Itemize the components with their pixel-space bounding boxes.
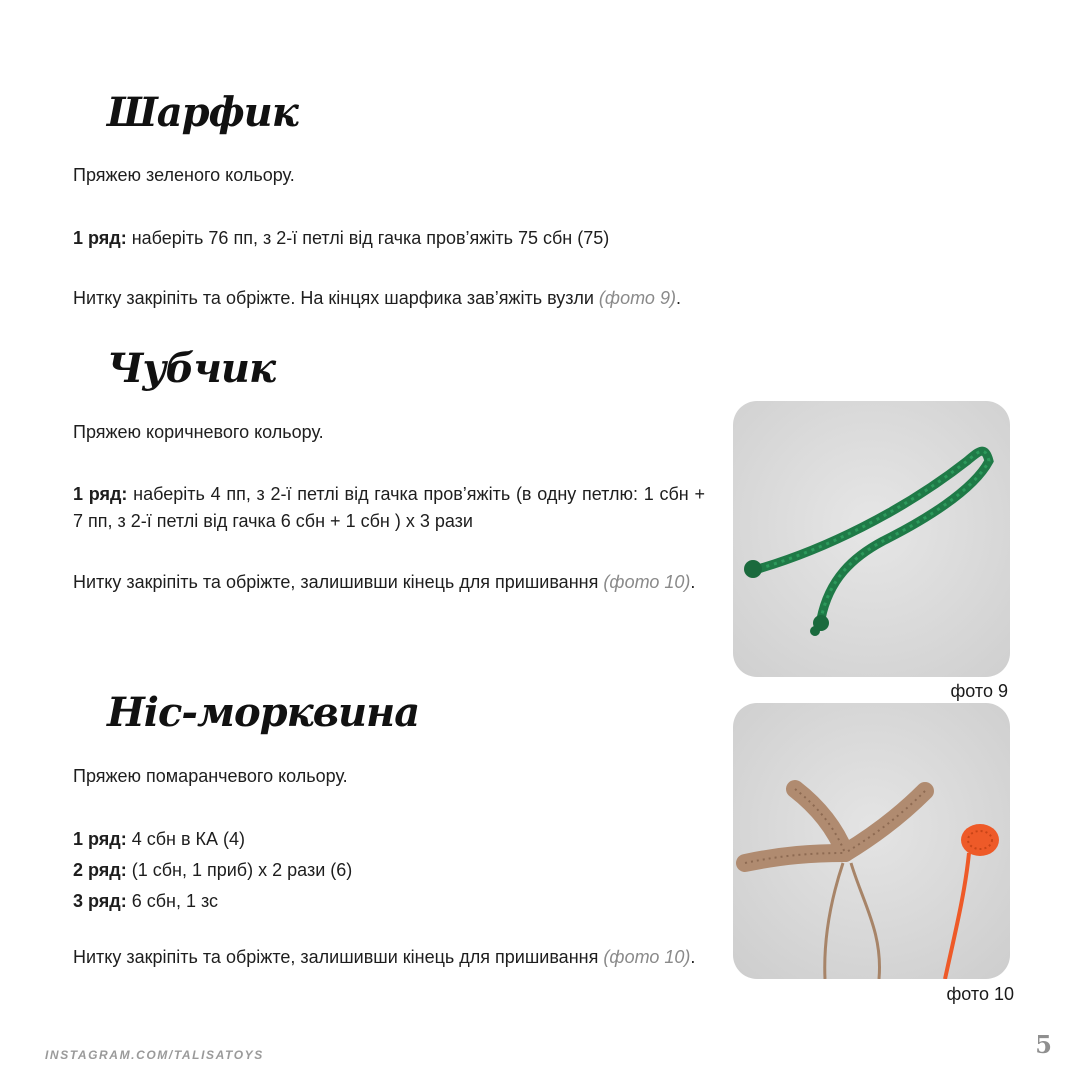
row-text: наберіть 4 пп, з 2-ї петлі від гачка пров’яжіть (в одну петлю: 1 сбн + 7 пп, з 2-ї петлі від гачка 6 сбн + 1 сбн ) х 3 рази: [73, 484, 705, 531]
row-label: 1 ряд:: [73, 484, 128, 504]
section-title-scarf: Шарфик: [107, 89, 298, 136]
nose-row-2: [73, 855, 352, 886]
section-title-nose: Ніс-морквина: [107, 689, 420, 736]
row-label: 1 ряд:: [73, 228, 127, 248]
photo-10-forelock-nose: [733, 703, 1010, 979]
scarf-illustration: [733, 401, 1010, 677]
knot-left: [744, 560, 762, 578]
photo-reference: (фото 9): [598, 288, 676, 308]
nose-row-3: [73, 886, 352, 917]
photo-reference: (фото 10): [603, 947, 691, 967]
row-text: 4 сбн в КА (4): [131, 829, 246, 849]
photo-9-caption: фото 9: [950, 681, 1008, 701]
photo-9-scarf: [733, 401, 1010, 677]
nose-shape: [961, 824, 999, 856]
instagram-link[interactable]: INSTAGRAM.COM/TALISATOYS: [45, 1048, 264, 1062]
finish-text: Нитку закріпіть та обріжте, залишивши кінець для пришивання: [73, 572, 599, 592]
nose-finish-text: [73, 944, 705, 971]
period: .: [675, 288, 681, 308]
forelock-yarn-text: Пряжею коричневого кольору.: [73, 422, 324, 442]
page-number: 5: [1035, 1030, 1052, 1059]
section-title-forelock: Чубчик: [107, 345, 276, 392]
nose-rows-list: [73, 824, 352, 917]
period: .: [690, 947, 696, 967]
forelock-nose-illustration: [733, 703, 1010, 979]
nose-row-1: [73, 824, 352, 855]
row-text: 6 сбн, 1 зс: [131, 891, 219, 911]
finish-text: Нитку закріпіть та обріжте. На кінцях шарфика зав’яжіть вузли: [73, 288, 594, 308]
finish-text: Нитку закріпіть та обріжте, залишивши кінець для пришивання: [73, 947, 599, 967]
nose-yarn-text: Пряжею помаранчевого кольору.: [73, 766, 348, 786]
scarf-finish-text: [73, 285, 681, 312]
scarf-row-1: [73, 225, 609, 252]
scarf-yarn-text: Пряжею зеленого кольору.: [73, 165, 295, 185]
row-text: (1 сбн, 1 приб) х 2 рази (6): [131, 860, 353, 880]
row-text: наберіть 76 пп, з 2-ї петлі від гачка пров’яжіть 75 сбн (75): [131, 228, 610, 248]
row-label: 3 ряд:: [73, 891, 127, 911]
row-label: 1 ряд:: [73, 829, 127, 849]
forelock-row-1: [73, 481, 705, 535]
row-label: 2 ряд:: [73, 860, 127, 880]
photo-reference: (фото 10): [603, 572, 691, 592]
photo-10-caption: фото 10: [946, 984, 1014, 1004]
period: .: [690, 572, 696, 592]
forelock-finish-text: [73, 569, 705, 596]
